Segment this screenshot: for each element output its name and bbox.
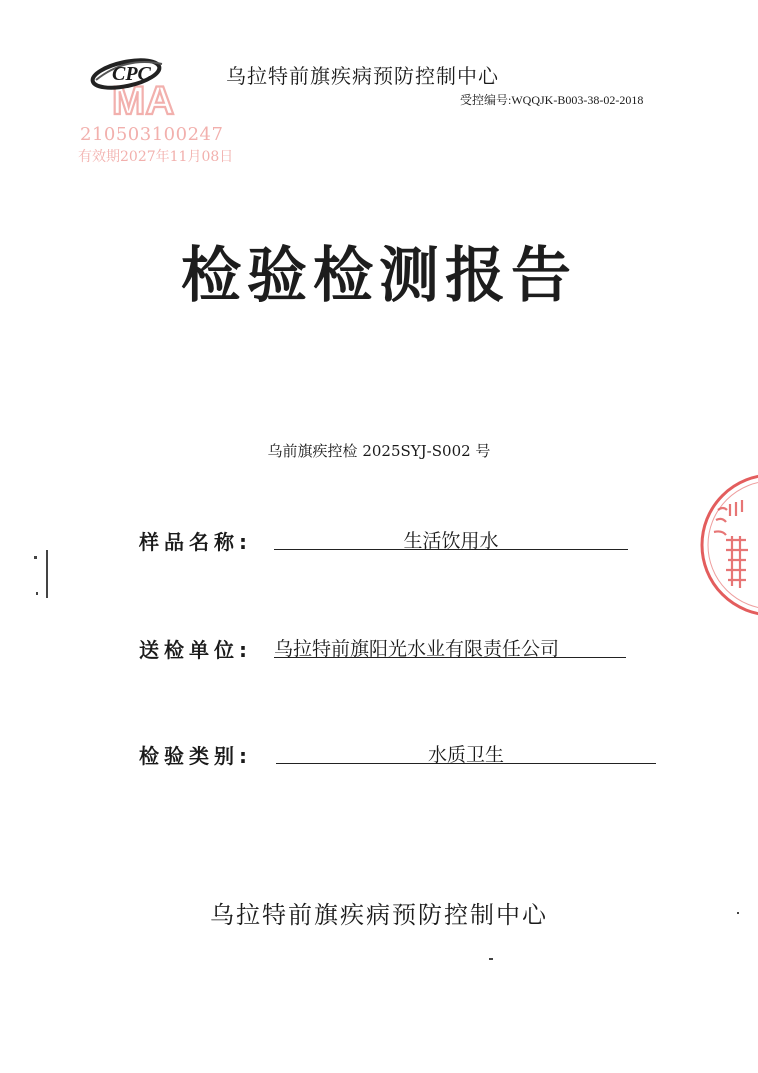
- submitting-unit-value: 乌拉特前旗阳光水业有限责任公司: [274, 638, 560, 660]
- report-title: 检验检测报告: [181, 241, 577, 311]
- scan-speck: [36, 592, 38, 595]
- scan-speck: [737, 912, 739, 914]
- submitting-unit-underline: [274, 657, 626, 658]
- scan-speck: [34, 556, 37, 559]
- logo-mark-text: MA: [112, 79, 175, 120]
- report-number: 乌前旗疾控检 2025SYJ-S002 号: [267, 442, 491, 460]
- cert-number: 210503100247: [80, 124, 224, 145]
- official-stamp: [696, 470, 758, 620]
- sample-name-label: 样品名称:: [139, 530, 252, 554]
- sample-name-underline: [274, 549, 628, 550]
- cert-valid-date: 有效期2027年11月08日: [78, 149, 234, 165]
- logo-text: CPC: [112, 63, 151, 85]
- cma-logo: [86, 50, 206, 120]
- submitting-unit-label: 送检单位:: [139, 638, 252, 662]
- inspection-category-label: 检验类别:: [139, 744, 252, 768]
- scan-mark: [46, 550, 48, 598]
- inspection-category-underline: [276, 763, 656, 764]
- header-org-name: 乌拉特前旗疾病预防控制中心: [226, 64, 499, 88]
- control-number: 受控编号:WQQJK-B003-38-02-2018: [460, 93, 644, 107]
- inspection-category-value: 水质卫生: [427, 744, 504, 766]
- footer-org-name: 乌拉特前旗疾病预防控制中心: [210, 901, 548, 929]
- scan-speck: [489, 958, 493, 960]
- sample-name-value: 生活饮用水: [403, 530, 499, 552]
